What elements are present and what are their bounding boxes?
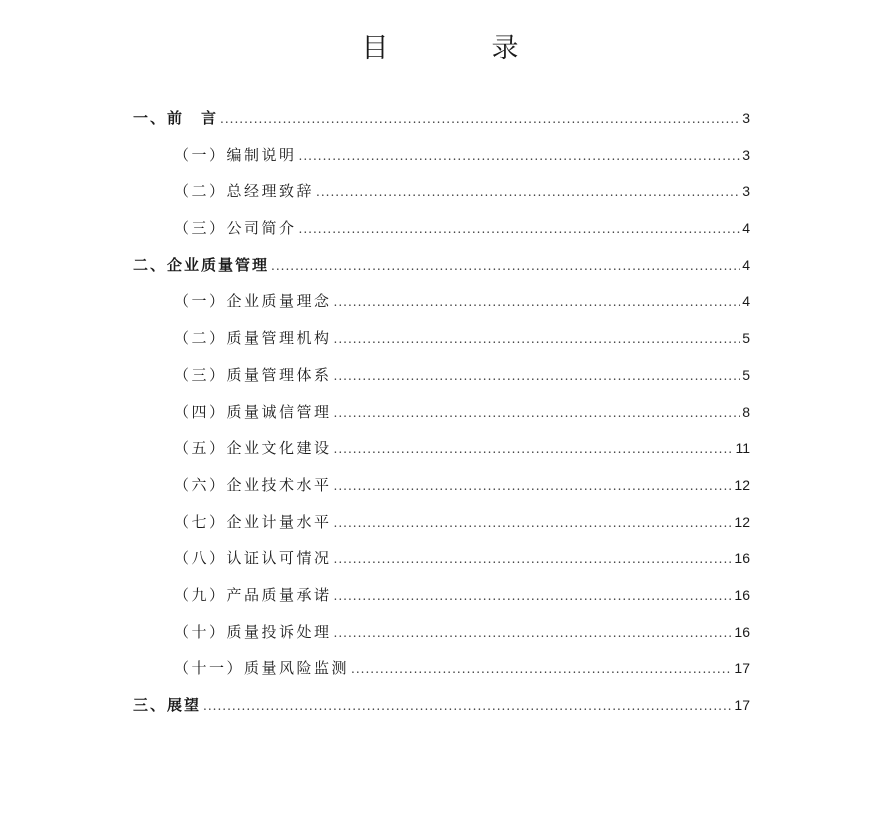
toc-entry-label: （七）企业计量水平 <box>174 512 332 531</box>
dot-leader <box>334 541 733 578</box>
toc-page-number: 17 <box>734 697 750 713</box>
toc-entry-label: （一）编制说明 <box>174 145 297 164</box>
toc-entry-company-profile[interactable] <box>133 210 750 247</box>
toc-page-number: 16 <box>734 550 750 567</box>
toc-page-number: 12 <box>734 476 750 493</box>
toc-entry-quality-commitment[interactable] <box>133 577 750 614</box>
toc-entry-label: （六）企业技术水平 <box>174 475 332 494</box>
toc-entry-label: （五）企业文化建设 <box>174 439 332 458</box>
toc-entry-metrology-level[interactable] <box>133 504 750 541</box>
toc-entry-label: （九）产品质量承诺 <box>174 585 332 604</box>
toc-entry-label: （八）认证认可情况 <box>174 549 332 568</box>
toc-page-number: 16 <box>734 623 750 640</box>
toc-entry-quality-philosophy[interactable] <box>133 283 750 320</box>
table-of-contents <box>133 100 750 724</box>
toc-entry-label: （十）质量投诉处理 <box>174 622 332 641</box>
toc-entry-label: 三、展望 <box>133 696 202 714</box>
toc-page-number: 4 <box>742 256 750 273</box>
dot-leader <box>351 651 732 688</box>
toc-entry-label: （十一）质量风险监测 <box>174 659 350 678</box>
toc-entry-gm-address[interactable] <box>133 173 750 210</box>
toc-entry-quality-organization[interactable] <box>133 320 750 357</box>
toc-page-number: 3 <box>742 183 750 200</box>
toc-entry-label: （四）质量诚信管理 <box>174 402 332 421</box>
toc-page-number: 4 <box>742 220 750 237</box>
toc-page-number: 11 <box>735 440 750 457</box>
toc-entry-quality-system[interactable] <box>133 357 750 394</box>
toc-page-number: 3 <box>742 110 750 126</box>
dot-leader <box>334 431 734 468</box>
dot-leader <box>316 174 740 211</box>
toc-entry-quality-management[interactable] <box>133 247 750 284</box>
toc-entry-label: （三）公司简介 <box>174 219 297 238</box>
dot-leader <box>271 248 740 285</box>
dot-leader <box>334 321 741 358</box>
toc-entry-label: （二）质量管理机构 <box>174 329 332 348</box>
toc-entry-compilation-notes[interactable] <box>133 137 750 174</box>
toc-entry-risk-monitoring[interactable] <box>133 650 750 687</box>
dot-leader <box>334 395 741 432</box>
toc-entry-complaint-handling[interactable] <box>133 614 750 651</box>
toc-entry-outlook[interactable] <box>133 687 750 724</box>
toc-entry-label: （二）总经理致辞 <box>174 182 315 201</box>
dot-leader <box>299 138 741 175</box>
dot-leader <box>220 101 740 138</box>
toc-entry-quality-integrity[interactable] <box>133 394 750 431</box>
dot-leader <box>334 578 733 615</box>
toc-entry-corporate-culture[interactable] <box>133 430 750 467</box>
page-title: 目 录 <box>361 33 557 65</box>
toc-page-number: 17 <box>734 660 750 677</box>
dot-leader <box>334 358 741 395</box>
toc-entry-technical-level[interactable] <box>133 467 750 504</box>
toc-entry-foreword[interactable] <box>133 100 750 137</box>
toc-entry-certification[interactable] <box>133 540 750 577</box>
dot-leader <box>334 284 741 321</box>
toc-page-number: 5 <box>742 330 750 347</box>
toc-page-number: 8 <box>742 403 750 420</box>
toc-page-number: 12 <box>734 513 750 530</box>
toc-page-number: 5 <box>742 366 750 383</box>
dot-leader <box>334 468 733 505</box>
toc-page-number: 4 <box>742 293 750 310</box>
dot-leader <box>299 211 741 248</box>
toc-entry-label: 二、企业质量管理 <box>133 255 270 274</box>
toc-entry-label: 一、前 言 <box>133 109 219 127</box>
toc-entry-label: （一）企业质量理念 <box>174 292 332 311</box>
dot-leader <box>203 688 732 725</box>
toc-page-number: 3 <box>742 146 750 163</box>
toc-page-number: 16 <box>734 586 750 603</box>
dot-leader <box>334 615 733 652</box>
dot-leader <box>334 505 733 542</box>
toc-entry-label: （三）质量管理体系 <box>174 365 332 384</box>
